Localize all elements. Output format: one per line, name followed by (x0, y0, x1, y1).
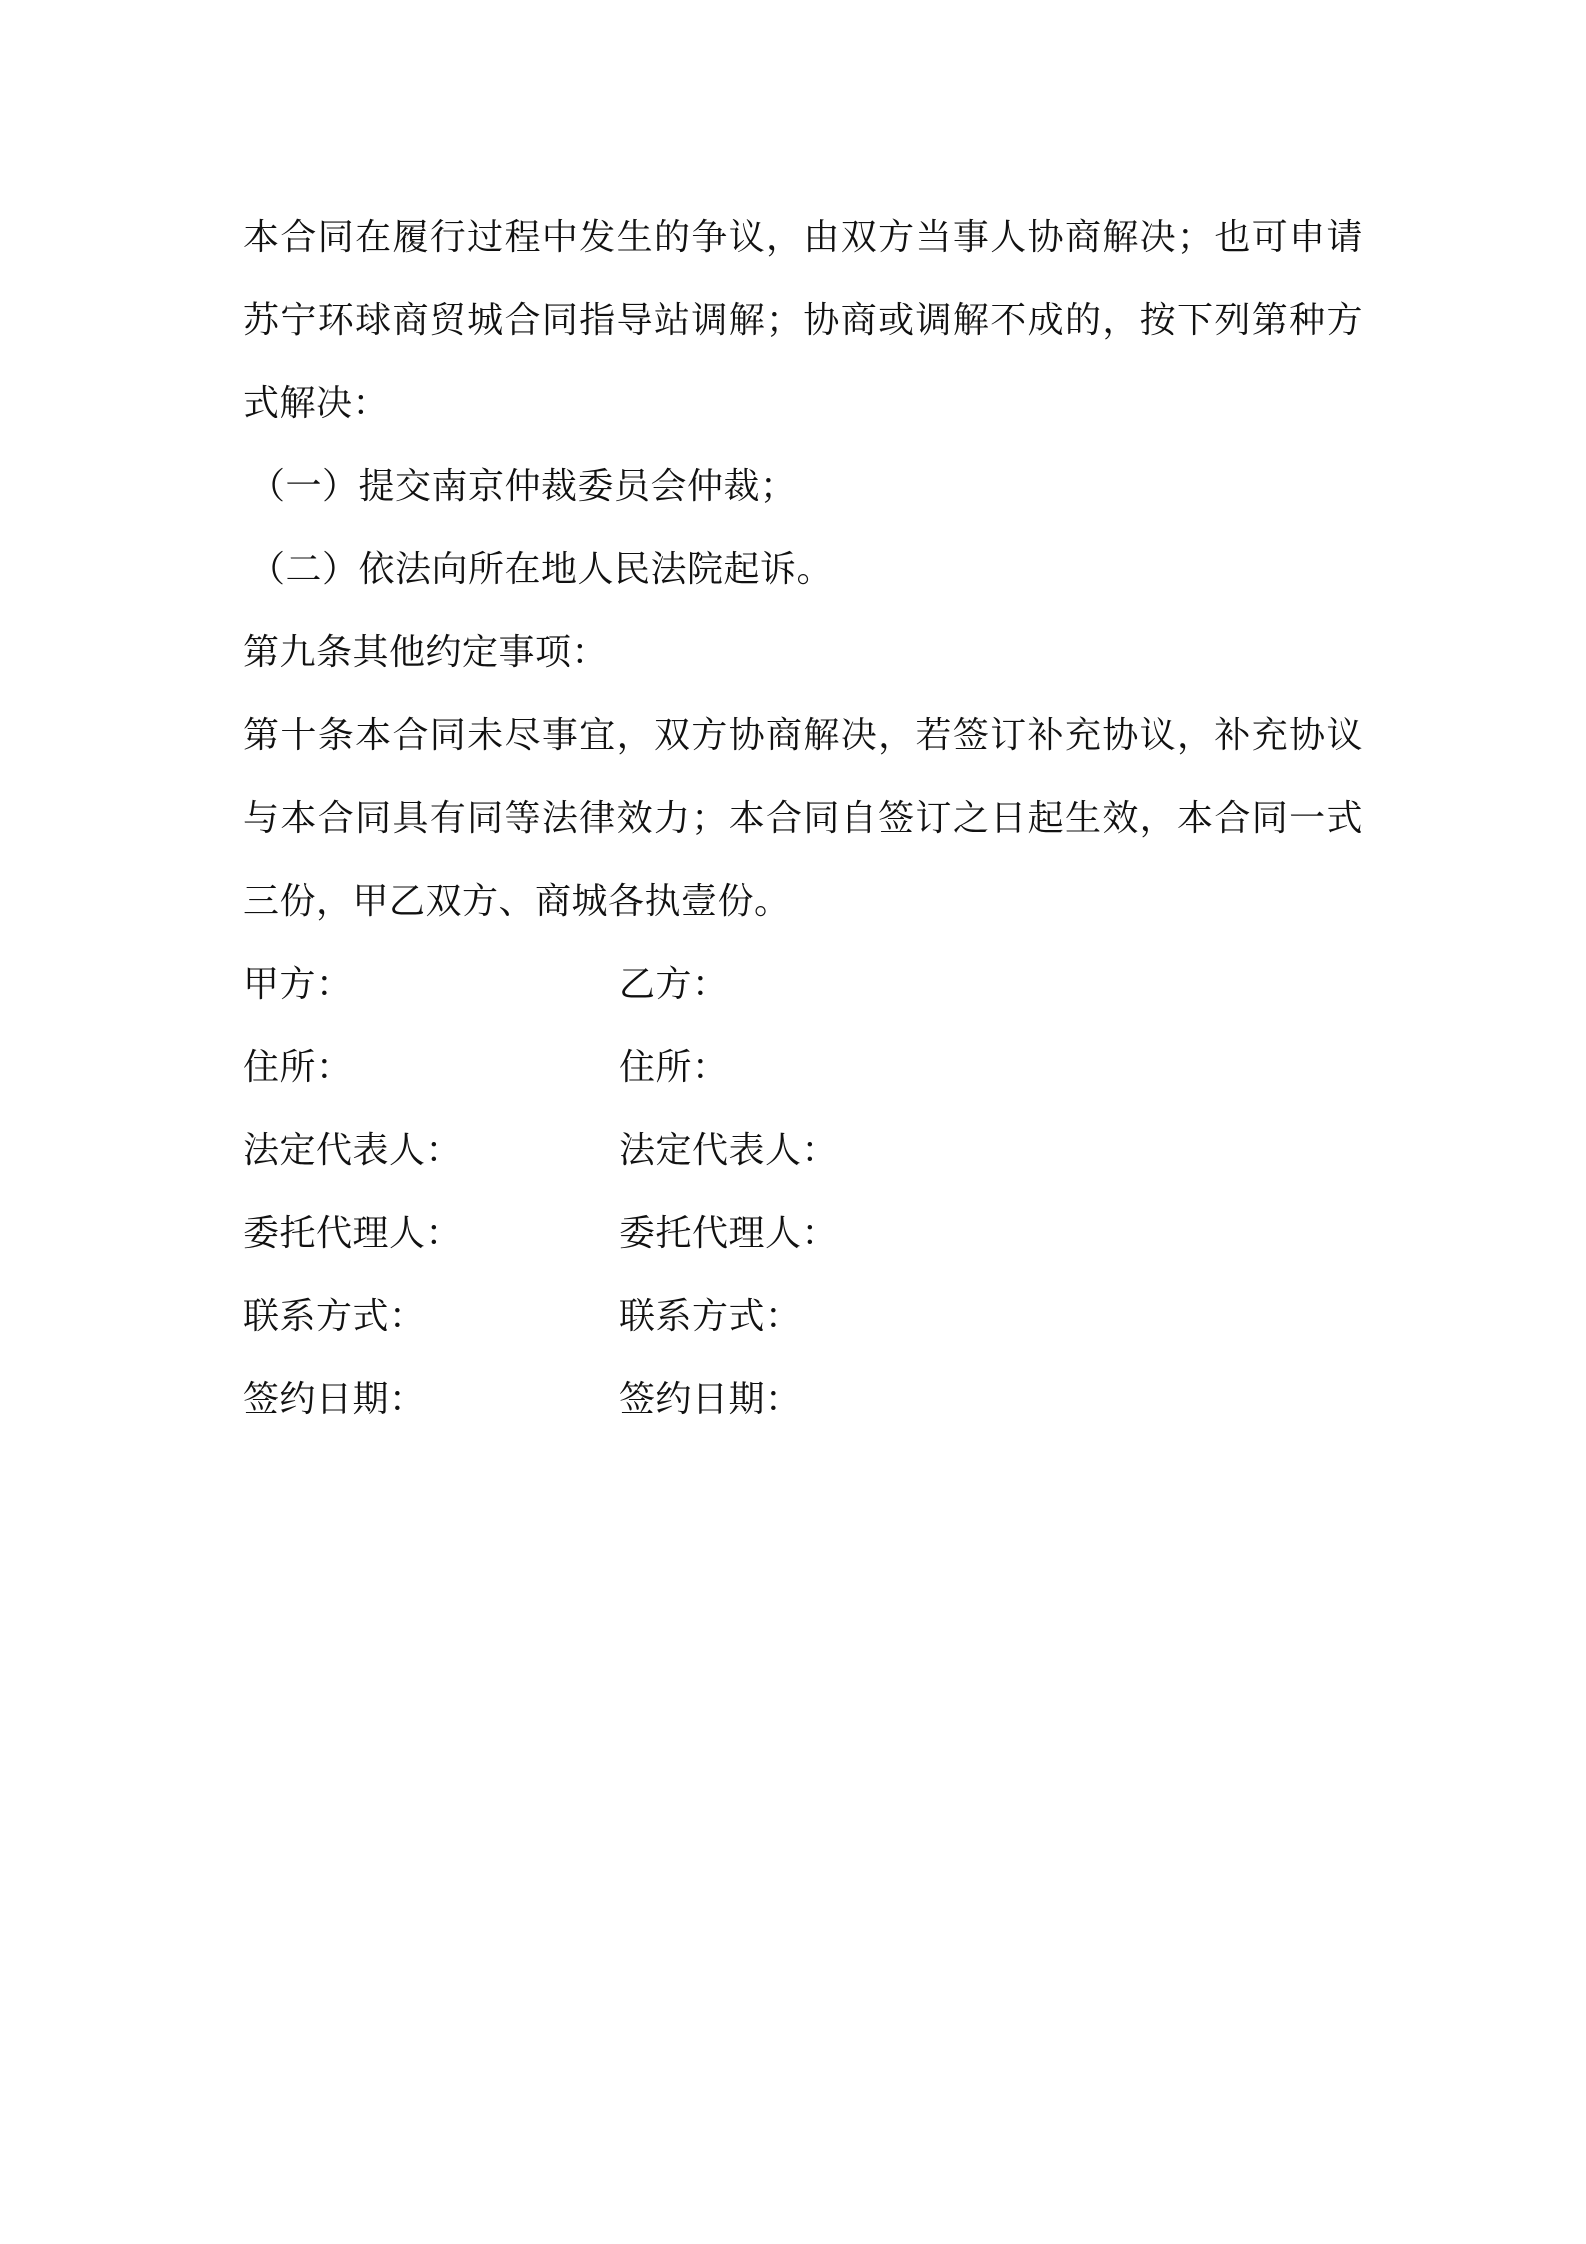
signature-row-party (243, 943, 1363, 1026)
signature-row-legal-representative (243, 1109, 1363, 1192)
signature-row-date (243, 1358, 1363, 1441)
signature-row-contact (243, 1275, 1363, 1358)
party-b-label: 乙方： (619, 964, 729, 1005)
article-nine-heading: 第九条其他约定事项： (243, 632, 609, 673)
party-b-address-label: 住所： (619, 1047, 729, 1088)
signature-row-agent (243, 1192, 1363, 1275)
party-a-address-label: 住所： (243, 1047, 353, 1088)
party-b-contact-label: 联系方式： (619, 1296, 802, 1337)
party-a-agent-label: 委托代理人： (243, 1213, 463, 1254)
article-ten-paragraph: 第十条本合同未尽事宜，双方协商解决，若签订补充协议，补充协议与本合同具有同等法律效力；本合同自签订之日起生效，本合同一式三份，甲乙双方、商城各执壹份。 (243, 715, 1363, 922)
signature-row-address (243, 1026, 1363, 1109)
party-b-signing-date-label: 签约日期： (619, 1379, 802, 1420)
signature-block (243, 943, 1363, 1441)
party-a-signing-date-label: 签约日期： (243, 1379, 426, 1420)
party-a-legal-representative-label: 法定代表人： (243, 1130, 463, 1171)
litigation-option: （二）依法向所在地人民法院起诉。 (249, 549, 834, 590)
party-a-contact-label: 联系方式： (243, 1296, 426, 1337)
document-body (243, 196, 1363, 1441)
arbitration-option: （一）提交南京仲裁委员会仲裁； (249, 466, 797, 507)
party-b-agent-label: 委托代理人： (619, 1213, 839, 1254)
dispute-resolution-paragraph: 本合同在履行过程中发生的争议，由双方当事人协商解决；也可申请苏宁环球商贸城合同指导站调解；协商或调解不成的，按下列第种方式解决： (243, 217, 1363, 424)
party-a-label: 甲方： (243, 964, 353, 1005)
party-b-legal-representative-label: 法定代表人： (619, 1130, 839, 1171)
